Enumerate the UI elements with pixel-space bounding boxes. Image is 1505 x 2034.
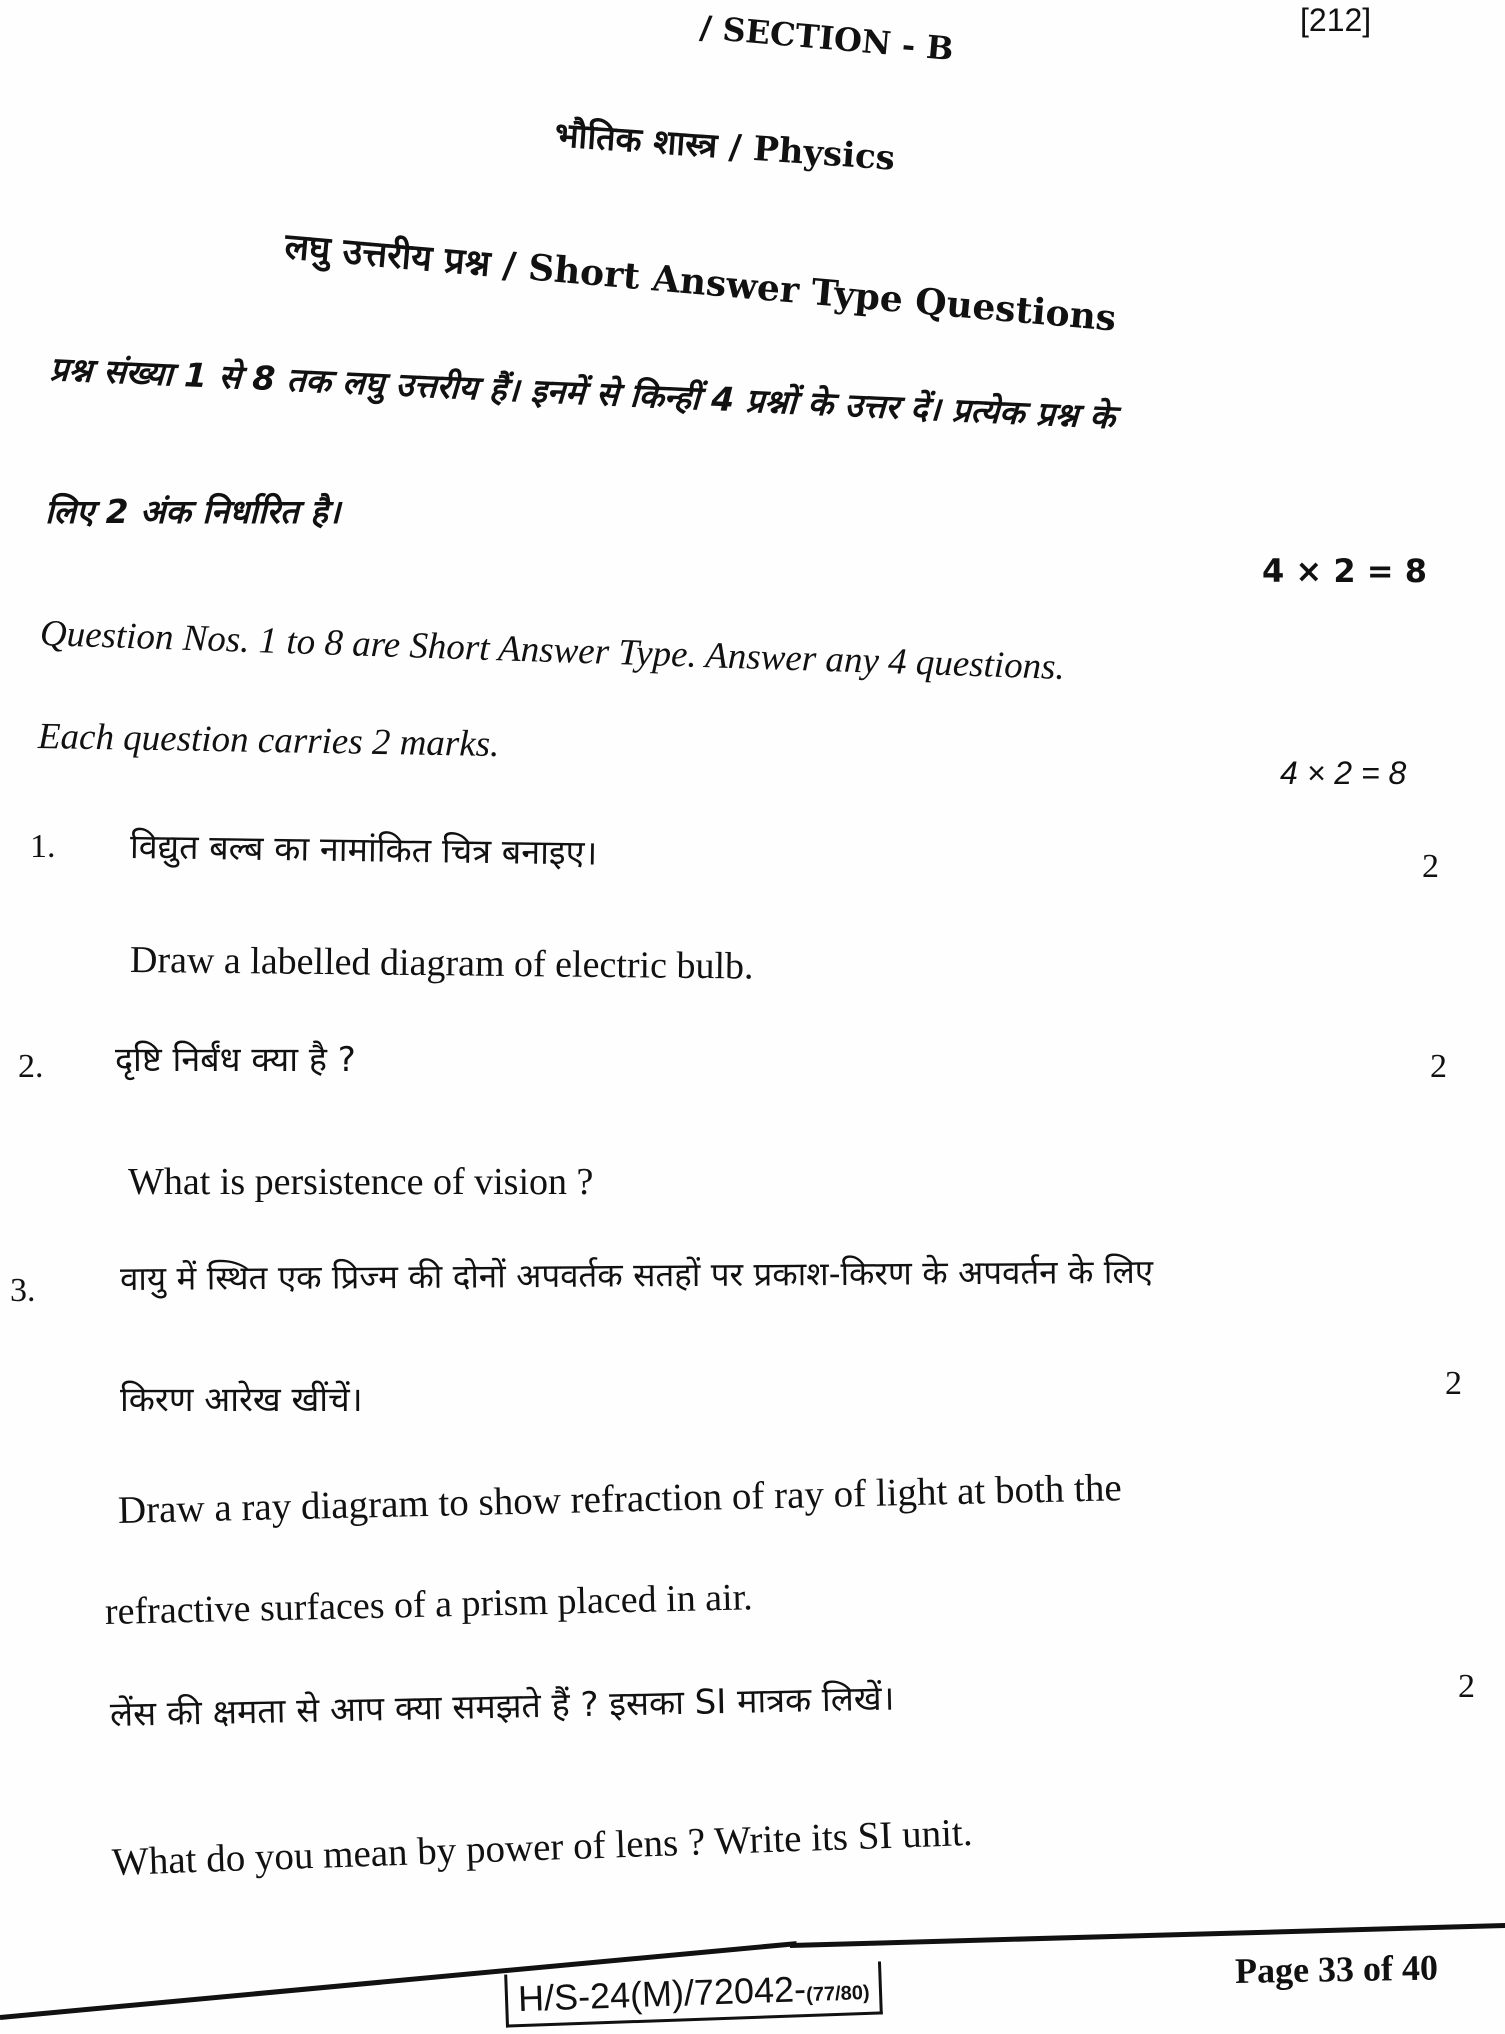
instructions-hindi-marks: 4 × 2 = 8 [1262, 552, 1427, 590]
question-english-line1: Draw a ray diagram to show refraction of ray of light at both the [117, 1466, 1123, 1532]
instructions-english-line2: Each question carries 2 marks. [37, 716, 500, 766]
instructions-hindi-line1: प्रश्न संख्या 1 से 8 तक लघु उत्तरीय हैं। इनमें से किन्हीं 4 प्रश्नों के उत्तर दें। प्रत्येक प्रश्न के [49, 349, 1116, 437]
question-english: What is persistence of vision ? [128, 1161, 594, 1203]
question-english-line2: refractive surfaces of a prism placed in air. [104, 1576, 754, 1633]
question-marks: 2 [1430, 1048, 1447, 1085]
question-hindi-line2: किरण आरेख खींचें। [120, 1380, 363, 1420]
question-number: 1. [30, 828, 56, 865]
subject-title: भौतिक शास्त्र / Physics [553, 115, 897, 179]
question-hindi: विद्युत बल्ब का नामांकित चित्र बनाइए। [129, 827, 598, 874]
question-english: Draw a labelled diagram of electric bulb. [129, 939, 754, 988]
paper-code-box [504, 1961, 883, 2027]
footer-rule-right [790, 1923, 1505, 1948]
instructions-hindi-line2: लिए 2 अंक निर्धारित है। [45, 492, 341, 531]
question-number: 2. [18, 1048, 44, 1085]
paper-number: [212] [1300, 2, 1372, 38]
page-number: Page 33 of 40 [1234, 1947, 1439, 1991]
question-english: What do you mean by power of lens ? Write its SI unit. [111, 1810, 974, 1884]
question-marks: 2 [1445, 1365, 1462, 1402]
section-title: / SECTION - B [698, 8, 956, 69]
instructions-english-marks: 4 × 2 = 8 [1280, 755, 1407, 791]
question-number: 3. [10, 1272, 36, 1309]
question-hindi: दृष्टि निर्बंध क्या है ? [115, 1040, 356, 1080]
paper-code-suffix: (77/80) [805, 1981, 870, 2007]
question-marks: 2 [1422, 848, 1439, 885]
paper-code: H/S-24(M)/72042- [517, 1968, 807, 2020]
instructions-english-line1: Question Nos. 1 to 8 are Short Answer Type. Answer any 4 questions. [39, 613, 1066, 688]
question-hindi: लेंस की क्षमता से आप क्या समझते हैं ? इसका SI मात्रक लिखें। [109, 1678, 895, 1735]
question-hindi-line1: वायु में स्थित एक प्रिज्म की दोनों अपवर्तक सतहों पर प्रकाश-किरण के अपवर्तन के लिए [119, 1251, 1154, 1298]
question-type-heading: लघु उत्तरीय प्रश्न / Short Answer Type Questions [283, 225, 1118, 340]
question-marks: 2 [1458, 1668, 1475, 1705]
